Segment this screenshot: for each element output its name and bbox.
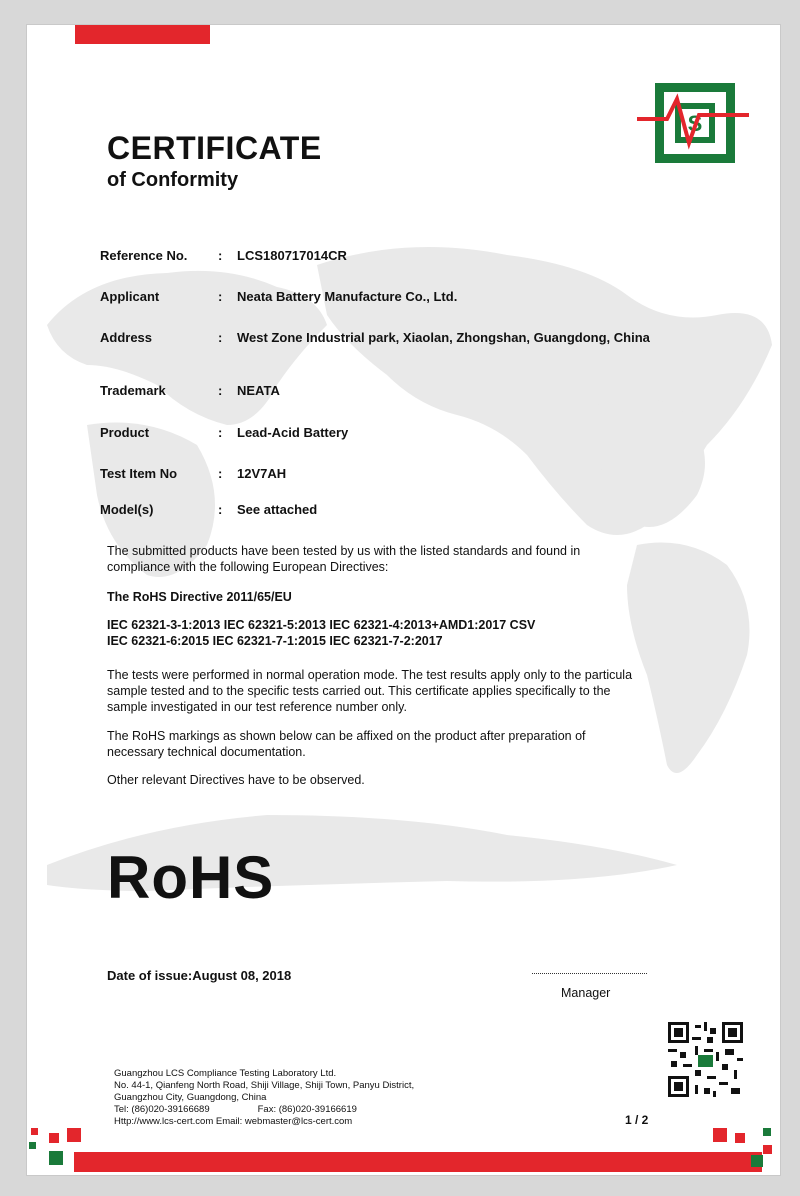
field-label: Model(s) — [100, 502, 154, 517]
markings-paragraph — [107, 728, 697, 760]
field-value: LCS180717014CR — [237, 248, 347, 263]
field-colon: : — [218, 466, 223, 481]
date-of-issue: Date of issue:August 08, 2018 — [107, 968, 292, 983]
field-test-item-no — [100, 466, 286, 481]
markings-line-2: necessary technical documentation. — [107, 745, 306, 759]
field-value: Lead-Acid Battery — [237, 425, 349, 440]
standards-line-2: IEC 62321-6:2015 IEC 62321-7-1:2015 IEC 62321-7-2:2017 — [107, 634, 443, 648]
decor-square — [29, 1142, 36, 1149]
intro-line-1: The submitted products have been tested by us with the listed standards and found in — [107, 544, 581, 558]
field-value: 12V7AH — [237, 466, 287, 481]
field-value: Neata Battery Manufacture Co., Ltd. — [237, 289, 458, 304]
other-directives-note: Other relevant Directives have to be observed. — [107, 773, 365, 787]
tests-line-2: sample tested and to the specific tests carried out. This certificate applies specifically to the — [107, 684, 611, 698]
lab-address-line-2: Guangzhou City, Guangdong, China — [114, 1092, 267, 1103]
field-colon: : — [218, 383, 223, 398]
markings-line-1: The RoHS markings as shown below can be affixed on the product after preparation of — [107, 729, 586, 743]
decor-square — [763, 1145, 772, 1154]
field-address — [100, 330, 650, 345]
intro-line-2: compliance with the following European Directives: — [107, 560, 389, 574]
field-value: West Zone Industrial park, Xiaolan, Zhongshan, Guangdong, China — [237, 330, 650, 345]
lcs-logo — [637, 81, 749, 167]
rohs-mark: RoHS — [107, 844, 275, 911]
standards-line-1: IEC 62321-3-1:2013 IEC 62321-5:2013 IEC 62321-4:2013+AMD1:2017 CSV — [107, 618, 536, 632]
directive-title: The RoHS Directive 2011/65/EU — [107, 590, 292, 604]
field-label: Trademark — [100, 383, 166, 398]
qr-code — [668, 1022, 743, 1097]
field-colon: : — [218, 502, 223, 517]
field-label: Address — [100, 330, 153, 345]
field-colon: : — [218, 330, 223, 345]
decor-square — [67, 1128, 81, 1142]
field-reference-no — [100, 248, 347, 263]
tests-line-3: sample investigated in our test reference number only. — [107, 700, 407, 714]
lab-address-line-1: No. 44-1, Qianfeng North Road, Shiji Village, Shiji Town, Panyu District, — [114, 1080, 415, 1091]
field-colon: : — [218, 425, 223, 440]
certificate-subtitle: of Conformity — [107, 169, 239, 191]
decor-square — [713, 1128, 727, 1142]
lab-tel: Tel: (86)020-39166689 — [114, 1104, 210, 1115]
signature-line — [532, 973, 647, 974]
tests-line-1: The tests were performed in normal operation mode. The test results apply only to the particula — [107, 668, 633, 682]
field-colon: : — [218, 248, 223, 263]
field-label: Applicant — [100, 289, 160, 304]
certificate-title: CERTIFICATE — [107, 130, 322, 166]
field-label: Test Item No — [100, 466, 178, 481]
decor-square — [49, 1133, 59, 1143]
field-applicant — [100, 289, 457, 304]
decor-square — [735, 1133, 745, 1143]
decor-square — [31, 1128, 38, 1135]
field-trademark — [100, 383, 280, 398]
lab-contact-block — [114, 1068, 414, 1128]
field-value: NEATA — [237, 383, 280, 398]
svg-text:S: S — [687, 111, 703, 136]
decor-square — [49, 1151, 63, 1165]
standards-list — [107, 617, 697, 649]
signature-role: Manager — [561, 986, 611, 1000]
page-number: 1 / 2 — [625, 1113, 649, 1127]
certificate-page — [26, 24, 781, 1176]
lab-fax: Fax: (86)020-39166619 — [257, 1104, 357, 1115]
field-product — [100, 425, 348, 440]
tests-paragraph — [107, 667, 693, 715]
lab-name: Guangzhou LCS Compliance Testing Laboratory Ltd. — [114, 1068, 337, 1079]
field-label: Reference No. — [100, 248, 188, 263]
bottom-red-bar — [74, 1152, 762, 1172]
decor-square — [763, 1128, 771, 1136]
decor-square — [751, 1155, 763, 1167]
field-colon: : — [218, 289, 223, 304]
intro-paragraph — [107, 543, 697, 575]
lab-web-email: Http://www.lcs-cert.com Email: webmaster@lcs-cert.com — [114, 1116, 353, 1127]
field-label: Product — [100, 425, 150, 440]
field-models — [100, 502, 317, 517]
field-value: See attached — [237, 502, 318, 517]
